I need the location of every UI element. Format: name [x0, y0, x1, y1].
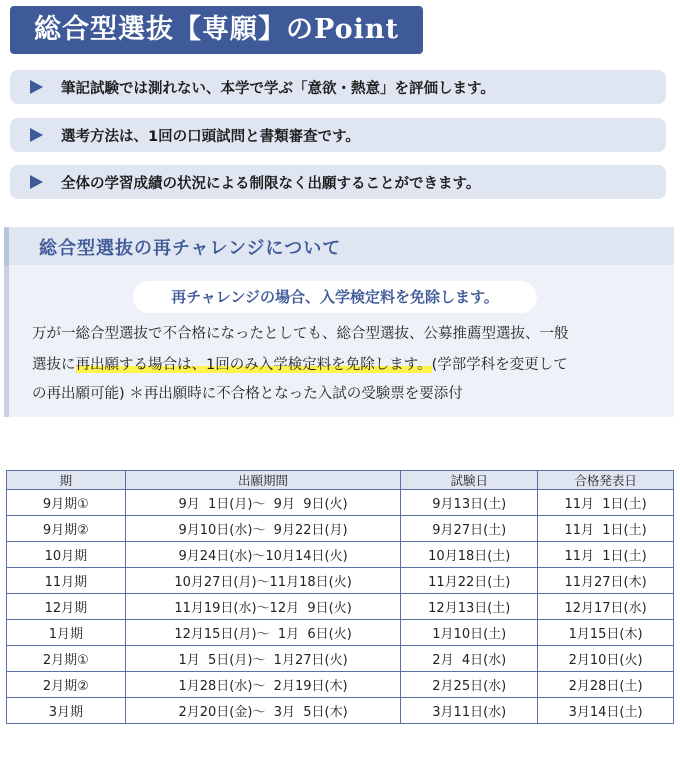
- triangle-bullet-icon: [30, 80, 43, 94]
- cell-period: 9月期①: [7, 490, 126, 516]
- point-text-1: 筆記試験では測れない、本学で学ぶ「意欲・熱意」を評価します。: [61, 80, 495, 97]
- rechallenge-heading: 総合型選抜の再チャレンジについて: [39, 238, 342, 259]
- cell-result: 11月27日(木): [538, 568, 674, 594]
- cell-exam: 12月13日(土): [401, 594, 538, 620]
- point-item-1: [10, 70, 666, 104]
- header-result-date: 合格発表日: [538, 471, 674, 490]
- cell-result: 11月 1日(土): [538, 542, 674, 568]
- rechallenge-heading-bar: [4, 227, 674, 265]
- point-item-3: [10, 165, 666, 199]
- rechallenge-section: [4, 227, 674, 417]
- cell-application: 10月27日(月)～11月18日(火): [125, 568, 401, 594]
- rechallenge-line-3: の再出願可能) ＊再出願時に不合格となった入試の受験票を要添付: [32, 386, 463, 402]
- cell-exam: 2月 4日(水): [401, 646, 538, 672]
- cell-period: 12月期: [7, 594, 126, 620]
- cell-application: 11月19日(水)～12月 9日(火): [125, 594, 401, 620]
- cell-result: 12月17日(水): [538, 594, 674, 620]
- cell-exam: 2月25日(水): [401, 672, 538, 698]
- line-2-highlight: 再出願する場合は、1回のみ入学検定料を免除します。: [75, 357, 432, 373]
- header-period: 期: [7, 471, 126, 490]
- section-accent-bar: [4, 265, 9, 417]
- cell-result: 11月 1日(土): [538, 516, 674, 542]
- cell-period: 11月期: [7, 568, 126, 594]
- cell-exam: 9月27日(土): [401, 516, 538, 542]
- cell-period: 3月期: [7, 698, 126, 724]
- table-row: [7, 516, 674, 542]
- point-text-3: 全体の学習成績の状況による制限なく出願することができます。: [61, 175, 481, 192]
- cell-exam: 10月18日(土): [401, 542, 538, 568]
- rechallenge-pill: 再チャレンジの場合、入学検定料を免除します。: [133, 281, 537, 313]
- point-text-2: 選考方法は、1回の口頭試問と書類審査です。: [61, 128, 360, 145]
- cell-application: 12月15日(月)～ 1月 6日(火): [125, 620, 401, 646]
- cell-period: 2月期①: [7, 646, 126, 672]
- table-row: [7, 568, 674, 594]
- cell-period: 10月期: [7, 542, 126, 568]
- table-row: [7, 594, 674, 620]
- cell-application: 1月28日(水)～ 2月19日(木): [125, 672, 401, 698]
- cell-exam: 1月10日(土): [401, 620, 538, 646]
- table-row: [7, 542, 674, 568]
- cell-result: 3月14日(土): [538, 698, 674, 724]
- table-row: [7, 620, 674, 646]
- cell-exam: 3月11日(水): [401, 698, 538, 724]
- table-row: [7, 490, 674, 516]
- cell-result: 11月 1日(土): [538, 490, 674, 516]
- cell-period: 2月期②: [7, 672, 126, 698]
- schedule-table: [6, 470, 674, 724]
- cell-period: 1月期: [7, 620, 126, 646]
- triangle-bullet-icon: [30, 128, 43, 142]
- rechallenge-line-1: 万が一総合型選抜で不合格になったとしても、総合型選抜、公募推薦型選抜、一般: [32, 326, 569, 342]
- header-exam-date: 試験日: [401, 471, 538, 490]
- line-2-post: (学部学科を変更して: [431, 357, 568, 373]
- point-item-2: [10, 118, 666, 152]
- cell-period: 9月期②: [7, 516, 126, 542]
- triangle-bullet-icon: [30, 175, 43, 189]
- cell-application: 1月 5日(月)～ 1月27日(火): [125, 646, 401, 672]
- table-header-row: [7, 471, 674, 490]
- table-row: [7, 646, 674, 672]
- table-row: [7, 672, 674, 698]
- cell-result: 1月15日(木): [538, 620, 674, 646]
- cell-application: 2月20日(金)～ 3月 5日(木): [125, 698, 401, 724]
- cell-application: 9月10日(水)～ 9月22日(月): [125, 516, 401, 542]
- cell-application: 9月24日(水)～10月14日(火): [125, 542, 401, 568]
- rechallenge-line-2: [32, 355, 672, 375]
- cell-application: 9月 1日(月)～ 9月 9日(火): [125, 490, 401, 516]
- cell-exam: 11月22日(土): [401, 568, 538, 594]
- page-title: 総合型選抜【専願】のPoint: [10, 6, 423, 54]
- cell-result: 2月28日(土): [538, 672, 674, 698]
- cell-result: 2月10日(火): [538, 646, 674, 672]
- table-row: [7, 698, 674, 724]
- header-application-period: 出願期間: [125, 471, 401, 490]
- line-2-pre: 選抜に: [32, 357, 76, 373]
- cell-exam: 9月13日(土): [401, 490, 538, 516]
